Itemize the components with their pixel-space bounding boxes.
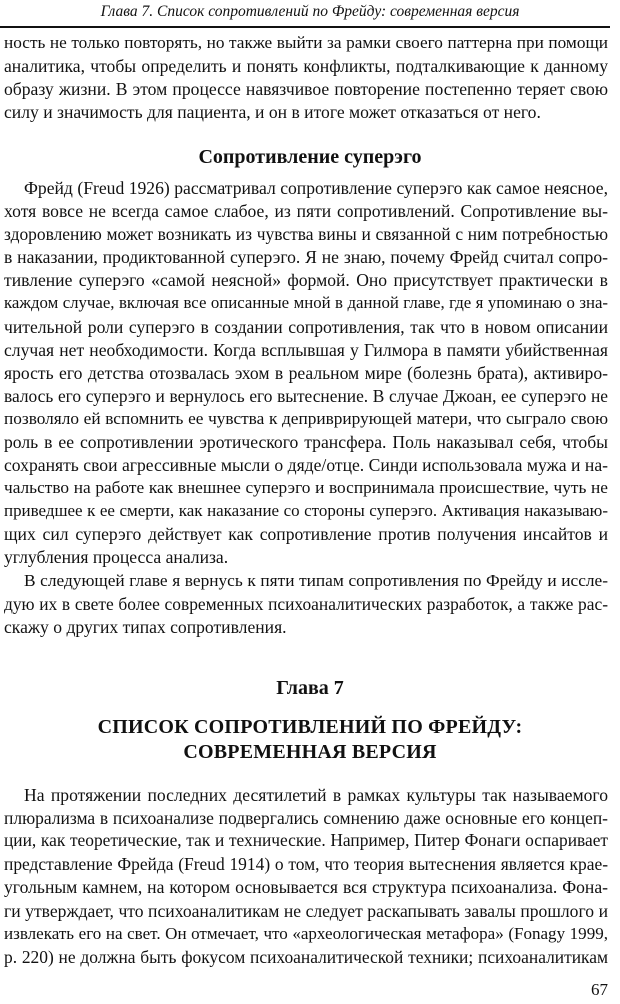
text-line: представление Фрейда (Freud 1914) о том, что теория вытеснения является краe- xyxy=(4,854,608,875)
text-line: здоровлению может возникать из чувства вины и связанной с ним потребностью xyxy=(4,224,608,245)
text-line: щих сил суперэго действует как сопротивление против получения инсайтов и xyxy=(4,524,608,545)
text-line: валось его суперэго и вернулось его вытеснение. В случае Джоан, ее суперэго не xyxy=(4,385,608,406)
section-heading: Сопротивление суперэго xyxy=(198,146,422,169)
text-line: позволяло ей вспомнить ее чувства к деприврирующей матери, что сыграло свою xyxy=(4,408,608,428)
running-header: Глава 7. Список сопротивлений по Фрейду: современная версия xyxy=(100,3,520,20)
page-number: 67 xyxy=(591,980,608,999)
text-line: извлекать его на свет. Он отмечает, что «археологическая метафора» (Fonagy 1999, xyxy=(4,923,608,943)
text-line: дую их в свете более современных психоаналитических разработок, а также рас- xyxy=(4,593,608,614)
text-line: Фрейд (Freud 1926) рассматривал сопротивление суперэго как самое неясное, xyxy=(24,178,608,199)
text-line: На протяжении последних десятилетий в рамках культуры так называемого xyxy=(24,785,608,806)
text-line: ции, как теоретические, так и технические. Например, Питер Фонаги оспаривает xyxy=(4,831,608,851)
text-line: чальство на работе как внешнее суперэго и воспринимала происшествие, чуть не xyxy=(4,478,608,498)
text-line: приведшее к ее смерти, как наказание со стороны суперэго. Активация наказываю- xyxy=(4,501,608,521)
text-line: чительной роли суперэго в создании сопротивления, так что в новом описании xyxy=(4,316,608,337)
chapter-title-line-2: СОВРЕМЕННАЯ ВЕРСИЯ xyxy=(183,740,437,763)
text-line: случая нет необходимости. Когда всплывшая у Гилмора в памяти убийственная xyxy=(4,339,608,360)
chapter-label: Глава 7 xyxy=(276,677,344,700)
text-line: в наказании, продиктованной суперэго. Я не знаю, почему Фрейд считал сопро- xyxy=(4,247,608,268)
text-line: ги утверждает, что психоаналитикам не следует раскапывать завалы прошлого и xyxy=(4,900,608,921)
chapter-title-line-1: СПИСОК СОПРОТИВЛЕНИЙ ПО ФРЕЙДУ: xyxy=(97,715,523,738)
text-line: образу жизни. В этом процессе навязчивое повторение постепенно теряет свою xyxy=(4,78,608,99)
text-line: сохранять свои агрессивные мысли о дяде/отце. Синди использовала мужа и на- xyxy=(4,455,608,476)
text-line: ярость его детства отозвалась эхом в реальном мире (болезнь брата), активиро- xyxy=(4,362,608,383)
text-line: углубления процесса анализа. xyxy=(4,547,229,568)
text-line: каждом случае, включая все описанные мной в данной главе, где я упоминаю о зна- xyxy=(4,293,608,313)
text-line: аналитика, чтобы определить и понять конфликты, подталкивающие к данному xyxy=(4,55,608,76)
text-line: p. 220) не должна быть фокусом психоаналитической техники; психоаналитикам xyxy=(4,946,608,967)
text-line: хотя вовсе не всегда самое слабое, из пяти сопротивлений. Сопротивление вы- xyxy=(4,201,608,222)
text-line: роль в ее сопротивлении эротического трансфера. Поль наказывал себя, чтобы xyxy=(4,432,608,452)
text-line: В следующей главе я вернусь к пяти типам сопротивления по Фрейду и иссле- xyxy=(24,570,608,590)
text-line: тивление суперэго «самой неясной» формой. Оно присутствует практически в xyxy=(4,270,608,291)
text-line: угольным камнем, на котором основывается вся структура психоанализа. Фона- xyxy=(4,877,608,898)
text-line: силу и значимость для пациента, и он в итоге может отказаться от него. xyxy=(4,102,541,123)
text-line: плюрализма в психоанализе подвергались сомнению даже основные его концеп- xyxy=(4,808,608,829)
header-rule xyxy=(0,26,610,28)
text-line: ность не только повторять, но также выйти за рамки своего паттерна при помощи xyxy=(4,32,608,52)
text-line: скажу о других типах сопротивления. xyxy=(4,616,287,637)
